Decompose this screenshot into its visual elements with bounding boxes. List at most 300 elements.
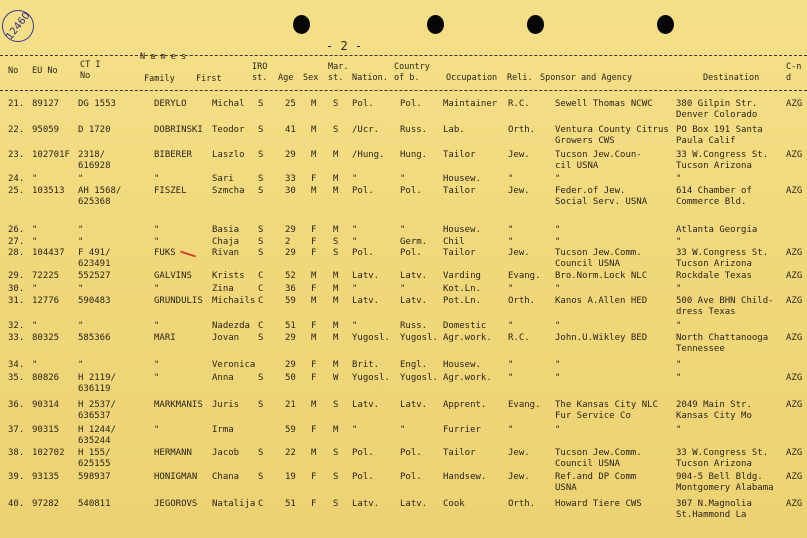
marital-status-cell: M [333, 321, 339, 331]
age-cell: 2 [285, 237, 291, 247]
column-extra-cell: AZG [786, 296, 803, 306]
cti-number-cell: F 491/ 623491 [78, 248, 111, 269]
eu-number-cell: 80826 [32, 373, 60, 383]
marital-status-cell: S [333, 472, 339, 482]
religion-cell: R.C. [508, 99, 530, 109]
row-number-cell: 26. [8, 225, 25, 235]
nationality-cell: Brit. [352, 360, 380, 370]
row-number-cell: 24. [8, 174, 25, 184]
first-name-cell: Natalija [212, 499, 256, 509]
first-name-cell: Chana [212, 472, 240, 482]
sex-cell: F [311, 284, 317, 294]
age-cell: 29 [285, 333, 296, 343]
punch-hole-icon [657, 15, 674, 34]
marital-status-cell: M [333, 284, 339, 294]
eu-number-cell: " [32, 321, 38, 331]
iro-status-cell: S [258, 448, 264, 458]
header-eu-no: EU No [32, 66, 58, 76]
iro-status-cell: S [258, 174, 264, 184]
age-cell: 36 [285, 284, 296, 294]
family-name-cell: FISZEL [154, 186, 187, 196]
destination-cell: 904-5 Bell Bldg. Montgomery Alabama [676, 472, 774, 493]
column-extra-cell: AZG [786, 333, 803, 343]
header-destination: Destination [703, 73, 760, 83]
punch-hole-icon [293, 15, 310, 34]
cti-number-cell: " [78, 237, 84, 247]
country-of-birth-cell: Latv. [400, 271, 428, 281]
column-extra-cell: AZG [786, 373, 803, 383]
first-name-cell: Teodor [212, 125, 245, 135]
iro-status-cell: S [258, 472, 264, 482]
religion-cell: " [508, 360, 514, 370]
iro-status-cell: S [258, 125, 264, 135]
cti-number-cell: D 1720 [78, 125, 111, 135]
destination-cell: 614 Chamber of Commerce Bld. [676, 186, 752, 207]
row-number-cell: 28. [8, 248, 25, 258]
first-name-cell: Sari [212, 174, 234, 184]
sex-cell: M [311, 333, 317, 343]
row-number-cell: 40. [8, 499, 25, 509]
country-of-birth-cell: Germ. [400, 237, 428, 247]
iro-status-cell: C [258, 284, 264, 294]
iro-status-cell: S [258, 186, 264, 196]
first-name-cell: Veronica [212, 360, 256, 370]
sex-cell: F [311, 237, 317, 247]
nationality-cell: Latv. [352, 499, 380, 509]
sex-cell: M [311, 296, 317, 306]
religion-cell: " [508, 237, 514, 247]
sponsor-agency-cell: Tucson Jew.Coun- cil USNA [555, 150, 642, 171]
age-cell: 50 [285, 373, 296, 383]
cti-number-cell: 598937 [78, 472, 111, 482]
country-of-birth-cell: Pol. [400, 472, 422, 482]
nationality-cell: " [352, 425, 358, 435]
age-cell: 52 [285, 271, 296, 281]
iro-status-cell: C [258, 499, 264, 509]
red-pencil-mark [180, 251, 196, 258]
occupation-cell: Domestic [443, 321, 487, 331]
cti-number-cell: H 2537/ 636537 [78, 400, 116, 421]
header-names: N a m e s [140, 52, 187, 62]
sponsor-agency-cell: Ref.and DP Comm USNA [555, 472, 637, 493]
nationality-cell: Pol. [352, 99, 374, 109]
cti-number-cell: 2318/ 616928 [78, 150, 111, 171]
row-number-cell: 35. [8, 373, 25, 383]
first-name-cell: Szmcha [212, 186, 245, 196]
iro-status-cell: S [258, 237, 264, 247]
eu-number-cell: 103513 [32, 186, 65, 196]
first-name-cell: Juris [212, 400, 240, 410]
marital-status-cell: M [333, 296, 339, 306]
column-extra-cell: AZG [786, 271, 803, 281]
eu-number-cell: 104437 [32, 248, 65, 258]
age-cell: 59 [285, 425, 296, 435]
country-of-birth-cell: Pol. [400, 186, 422, 196]
family-name-cell: " [154, 174, 160, 184]
sex-cell: M [311, 448, 317, 458]
row-number-cell: 36. [8, 400, 25, 410]
sex-cell: F [311, 248, 317, 258]
row-number-cell: 32. [8, 321, 25, 331]
iro-status-cell: S [258, 150, 264, 160]
header-iro-st: IRO st. [252, 62, 268, 83]
sex-cell: M [311, 150, 317, 160]
country-of-birth-cell: Hung. [400, 150, 428, 160]
iro-status-cell: C [258, 321, 264, 331]
sex-cell: F [311, 425, 317, 435]
nationality-cell: Pol. [352, 248, 374, 258]
occupation-cell: Cook [443, 499, 465, 509]
first-name-cell: Basia [212, 225, 240, 235]
destination-cell: North Chattanooga Tennessee [676, 333, 769, 354]
marital-status-cell: M [333, 174, 339, 184]
eu-number-cell: " [32, 174, 38, 184]
marital-status-cell: M [333, 333, 339, 343]
occupation-cell: Housew. [443, 225, 481, 235]
family-name-cell: " [154, 237, 160, 247]
first-name-cell: Irma [212, 425, 234, 435]
religion-cell: " [508, 373, 514, 383]
row-number-cell: 37. [8, 425, 25, 435]
first-name-cell: Laszlo [212, 150, 245, 160]
first-name-cell: Michails [212, 296, 256, 306]
row-number-cell: 21. [8, 99, 25, 109]
sponsor-agency-cell: " [555, 225, 561, 235]
row-number-cell: 33. [8, 333, 25, 343]
family-name-cell: " [154, 373, 160, 383]
first-name-cell: Michal [212, 99, 245, 109]
destination-cell: " [676, 425, 682, 435]
religion-cell: Orth. [508, 125, 536, 135]
cti-number-cell: 590483 [78, 296, 111, 306]
sex-cell: F [311, 499, 317, 509]
row-number-cell: 22. [8, 125, 25, 135]
header-sponsor: Sponsor and Agency [540, 73, 633, 83]
sex-cell: M [311, 186, 317, 196]
occupation-cell: Housew. [443, 174, 481, 184]
family-name-cell: " [154, 225, 160, 235]
age-cell: 51 [285, 499, 296, 509]
religion-cell: " [508, 321, 514, 331]
country-of-birth-cell: Russ. [400, 125, 428, 135]
header-first: First [196, 74, 222, 84]
family-name-cell: DOBRINSKI [154, 125, 203, 135]
family-name-cell: GALVINS [154, 271, 192, 281]
eu-number-cell: 90315 [32, 425, 60, 435]
sponsor-agency-cell: " [555, 425, 561, 435]
nationality-cell: " [352, 225, 358, 235]
sponsor-agency-cell: Feder.of Jew. Social Serv. USNA [555, 186, 648, 207]
occupation-cell: Apprent. [443, 400, 487, 410]
sponsor-agency-cell: Howard Tiere CWS [555, 499, 642, 509]
destination-cell: " [676, 360, 682, 370]
cti-number-cell: " [78, 321, 84, 331]
eu-number-cell: 90314 [32, 400, 60, 410]
column-extra-cell: AZG [786, 499, 803, 509]
age-cell: 21 [285, 400, 296, 410]
marital-status-cell: S [333, 499, 339, 509]
sponsor-agency-cell: Sewell Thomas NCWC [555, 99, 653, 109]
nationality-cell: " [352, 237, 358, 247]
religion-cell: " [508, 284, 514, 294]
eu-number-cell: 12776 [32, 296, 60, 306]
marital-status-cell: M [333, 225, 339, 235]
cti-number-cell: H 2119/ 636119 [78, 373, 116, 394]
age-cell: 29 [285, 150, 296, 160]
destination-cell: " [676, 284, 682, 294]
sex-cell: M [311, 99, 317, 109]
row-number-cell: 38. [8, 448, 25, 458]
header-country-of-birth: Country of b. [394, 62, 430, 83]
family-name-cell: JEGOROVS [154, 499, 198, 509]
country-of-birth-cell: Engl. [400, 360, 428, 370]
sex-cell: M [311, 400, 317, 410]
occupation-cell: Furrier [443, 425, 481, 435]
country-of-birth-cell: " [400, 425, 406, 435]
family-name-cell: DERYLO [154, 99, 187, 109]
age-cell: 59 [285, 296, 296, 306]
archive-stamp: 12460 [0, 4, 40, 49]
destination-cell: 380 Gilpin Str. Denver Colorado [676, 99, 758, 120]
country-of-birth-cell: Pol. [400, 99, 422, 109]
occupation-cell: Varding [443, 271, 481, 281]
sponsor-agency-cell: Kanos A.Allen HED [555, 296, 648, 306]
header-age: Age [278, 73, 294, 83]
age-cell: 19 [285, 472, 296, 482]
sponsor-agency-cell: John.U.Wikley BED [555, 333, 648, 343]
eu-number-cell: " [32, 360, 38, 370]
row-number-cell: 23. [8, 150, 25, 160]
sponsor-agency-cell: The Kansas City NLC Fur Service Co [555, 400, 658, 421]
sponsor-agency-cell: " [555, 174, 561, 184]
eu-number-cell: 95059 [32, 125, 60, 135]
country-of-birth-cell: " [400, 284, 406, 294]
destination-cell: " [676, 237, 682, 247]
row-number-cell: 39. [8, 472, 25, 482]
family-name-cell: " [154, 425, 160, 435]
iro-status-cell: S [258, 225, 264, 235]
column-extra-cell: AZG [786, 248, 803, 258]
nationality-cell: Latv. [352, 400, 380, 410]
page-number: - 2 - [326, 39, 363, 53]
nationality-cell: /Ucr. [352, 125, 380, 135]
religion-cell: Jew. [508, 472, 530, 482]
header-sex: Sex [303, 73, 319, 83]
destination-cell: Atlanta Georgia [676, 225, 758, 235]
destination-cell: PO Box 191 Santa Paula Calif [676, 125, 763, 146]
sponsor-agency-cell: Tucson Jew.Comm. Council USNA [555, 448, 642, 469]
sex-cell: F [311, 225, 317, 235]
nationality-cell: Yugosl. [352, 373, 390, 383]
eu-number-cell: 72225 [32, 271, 60, 281]
sex-cell: F [311, 174, 317, 184]
punch-hole-icon [427, 15, 444, 34]
occupation-cell: Chil [443, 237, 465, 247]
destination-cell: 307 N.Magnolia St.Hammond La [676, 499, 752, 520]
sponsor-agency-cell: " [555, 360, 561, 370]
family-name-cell: MARKMANIS [154, 400, 203, 410]
country-of-birth-cell: Russ. [400, 321, 428, 331]
marital-status-cell: S [333, 99, 339, 109]
country-of-birth-cell: Pol. [400, 448, 422, 458]
destination-cell: " [676, 321, 682, 331]
header-mar-st: Mar. st. [328, 62, 349, 83]
family-name-cell: " [154, 360, 160, 370]
occupation-cell: Lab. [443, 125, 465, 135]
religion-cell: Orth. [508, 499, 536, 509]
iro-status-cell: S [258, 99, 264, 109]
religion-cell: " [508, 174, 514, 184]
sex-cell: M [311, 271, 317, 281]
cti-number-cell: " [78, 284, 84, 294]
family-name-cell: " [154, 321, 160, 331]
row-number-cell: 31. [8, 296, 25, 306]
religion-cell: " [508, 225, 514, 235]
marital-status-cell: M [333, 150, 339, 160]
header-cti-no: CT I No [80, 60, 101, 81]
religion-cell: Jew. [508, 448, 530, 458]
sponsor-agency-cell: Ventura County Citrus Growers CWS [555, 125, 669, 146]
eu-number-cell: " [32, 225, 38, 235]
family-name-cell: FUKS [154, 248, 176, 258]
top-divider [0, 55, 807, 56]
column-extra-cell: AZG [786, 186, 803, 196]
religion-cell: Orth. [508, 296, 536, 306]
first-name-cell: Jovan [212, 333, 240, 343]
destination-cell: 2049 Main Str. Kansas City Mo [676, 400, 752, 421]
iro-status-cell: C [258, 296, 264, 306]
header-family: Family [144, 74, 175, 84]
country-of-birth-cell: Latv. [400, 296, 428, 306]
occupation-cell: Housew. [443, 360, 481, 370]
header-occupation: Occupation [446, 73, 498, 83]
column-extra-cell: AZG [786, 448, 803, 458]
occupation-cell: Agr.work. [443, 373, 492, 383]
column-extra-cell: AZG [786, 99, 803, 109]
sex-cell: F [311, 373, 317, 383]
age-cell: 22 [285, 448, 296, 458]
country-of-birth-cell: Pol. [400, 248, 422, 258]
header-extra: C-n d [786, 62, 802, 83]
sex-cell: M [311, 125, 317, 135]
occupation-cell: Tailor [443, 448, 476, 458]
nationality-cell: " [352, 284, 358, 294]
country-of-birth-cell: " [400, 225, 406, 235]
column-extra-cell: AZG [786, 472, 803, 482]
destination-cell: Rockdale Texas [676, 271, 752, 281]
first-name-cell: Zina [212, 284, 234, 294]
age-cell: 33 [285, 174, 296, 184]
column-extra-cell: AZG [786, 400, 803, 410]
age-cell: 29 [285, 225, 296, 235]
sex-cell: F [311, 321, 317, 331]
sponsor-agency-cell: " [555, 237, 561, 247]
age-cell: 30 [285, 186, 296, 196]
cti-number-cell: AH 1568/ 625368 [78, 186, 122, 207]
sponsor-agency-cell: " [555, 373, 561, 383]
marital-status-cell: S [333, 400, 339, 410]
sponsor-agency-cell: " [555, 321, 561, 331]
nationality-cell: Latv. [352, 296, 380, 306]
cti-number-cell: " [78, 360, 84, 370]
marital-status-cell: S [333, 448, 339, 458]
nationality-cell: Pol. [352, 448, 374, 458]
row-number-cell: 25. [8, 186, 25, 196]
first-name-cell: Anna [212, 373, 234, 383]
marital-status-cell: S [333, 248, 339, 258]
cti-number-cell: DG 1553 [78, 99, 116, 109]
first-name-cell: Chaja [212, 237, 240, 247]
iro-status-cell: C [258, 271, 264, 281]
cti-number-cell: " [78, 174, 84, 184]
destination-cell: " [676, 174, 682, 184]
first-name-cell: Krists [212, 271, 245, 281]
eu-number-cell: " [32, 237, 38, 247]
family-name-cell: GRUNDULIS [154, 296, 203, 306]
marital-status-cell: M [333, 186, 339, 196]
nationality-cell: Latv. [352, 271, 380, 281]
religion-cell: Jew. [508, 186, 530, 196]
header-nation: Nation. [352, 73, 388, 83]
country-of-birth-cell: Latv. [400, 499, 428, 509]
iro-status-cell: S [258, 333, 264, 343]
family-name-cell: MARI [154, 333, 176, 343]
marital-status-cell: S [333, 237, 339, 247]
country-of-birth-cell: " [400, 174, 406, 184]
occupation-cell: Tailor [443, 150, 476, 160]
first-name-cell: Jacob [212, 448, 240, 458]
marital-status-cell: W [333, 373, 339, 383]
family-name-cell: HONIGMAN [154, 472, 198, 482]
religion-cell: " [508, 425, 514, 435]
cti-number-cell: H 1244/ 635244 [78, 425, 116, 446]
eu-number-cell: " [32, 284, 38, 294]
cti-number-cell: H 155/ 625155 [78, 448, 111, 469]
column-extra-cell: AZG [786, 150, 803, 160]
eu-number-cell: 102701F [32, 150, 70, 160]
country-of-birth-cell: Latv. [400, 400, 428, 410]
cti-number-cell: 540811 [78, 499, 111, 509]
eu-number-cell: 89127 [32, 99, 60, 109]
family-name-cell: " [154, 284, 160, 294]
punch-hole-icon [527, 15, 544, 34]
occupation-cell: Pot.Ln. [443, 296, 481, 306]
sponsor-agency-cell: Tucson Jew.Comm. Council USNA [555, 248, 642, 269]
religion-cell: Evang. [508, 400, 541, 410]
eu-number-cell: 97282 [32, 499, 60, 509]
iro-status-cell: S [258, 373, 264, 383]
occupation-cell: Kot.Ln. [443, 284, 481, 294]
header-divider [0, 90, 807, 91]
occupation-cell: Agr.work. [443, 333, 492, 343]
country-of-birth-cell: Yugosl. [400, 373, 438, 383]
eu-number-cell: 80325 [32, 333, 60, 343]
row-number-cell: 27. [8, 237, 25, 247]
nationality-cell: " [352, 321, 358, 331]
destination-cell: 33 W.Congress St. Tucson Arizona [676, 448, 769, 469]
family-name-cell: BIBERER [154, 150, 192, 160]
sponsor-agency-cell: " [555, 284, 561, 294]
iro-status-cell: S [258, 400, 264, 410]
age-cell: 25 [285, 99, 296, 109]
marital-status-cell: S [333, 125, 339, 135]
occupation-cell: Tailor [443, 186, 476, 196]
row-number-cell: 34. [8, 360, 25, 370]
cti-number-cell: 585366 [78, 333, 111, 343]
sex-cell: F [311, 472, 317, 482]
nationality-cell: " [352, 174, 358, 184]
destination-cell: " [676, 373, 682, 383]
